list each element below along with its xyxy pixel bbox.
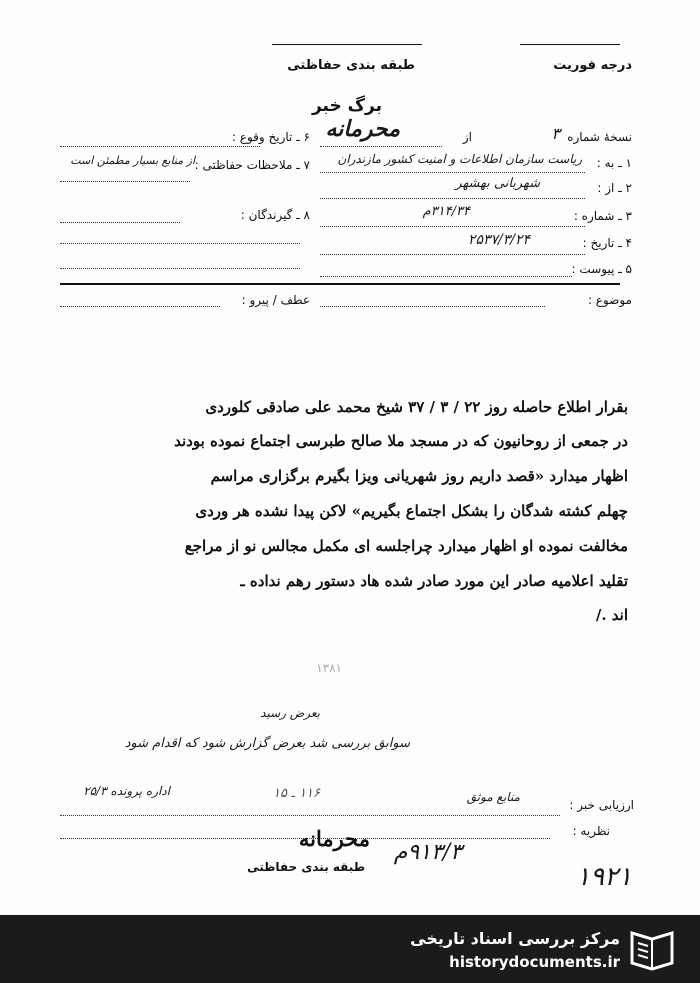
document-title: برگ خبر [311,96,382,116]
bottom-classification: طبقه بندی حفاظتی [247,860,365,874]
event-date-label: ۶ ـ تاریخ وقوع : [231,130,310,144]
number-label: ۳ ـ شماره : [573,209,632,223]
footer-website[interactable]: historydocuments.ir [449,953,620,971]
protection-notes-label: ۷ ـ ملاحظات حفاظتی : [194,158,310,172]
subject-label: موضوع : [587,293,632,307]
body-line-7: اند ./ [595,606,628,624]
annotation-note-2: سوابق بررسی شد بعرض گزارش شود که اقدام شود [124,736,410,751]
notes-line [60,181,190,182]
evaluation-line [60,815,560,816]
opinion-label: نظریه : [572,824,610,838]
date-value: ۲۵۳۷/۳/۲۴ [467,232,530,248]
recipients-line-3 [60,268,300,269]
copy-number-label: نسخهٔ شماره [567,130,632,144]
page-number: ۱۹۲۱ [576,862,632,892]
to-line [320,172,585,173]
number-line [320,226,585,227]
reference-label: عطف / پیرو : [241,293,310,307]
body-line-6: تقلید اعلامیه صادر این مورد صادر شده هاد دستور رهم نداده ـ [240,572,628,590]
classification-label: طبقه بندی حفاظتی [287,58,415,73]
recipients-line-1 [60,222,180,223]
number-value: ۳۱۴/۳۴م [422,204,470,219]
date-line [320,254,585,255]
from-label: ۲ ـ از : [597,181,632,195]
from-line [320,198,585,199]
classification-rule [272,44,422,45]
news-evaluation-value: منابع موثق [466,790,520,804]
bottom-handwritten-number: ۹۱۳/۳م [393,840,462,865]
from-value: شهربانی بهشهر [455,176,540,191]
body-line-2: در جمعی از روحانیون که در مسجد ملا صالح طبرسی اجتماع نموده بودند [174,432,628,450]
faint-stamp: ۱۳۸۱ [316,661,342,675]
copy-from-line [320,146,442,147]
body-line-5: مخالفت نموده او اظهار میدارد چراجلسه ای مکمل مجالس نو از مراجع [184,537,628,555]
bottom-stamp: محرمانه [298,826,370,851]
body-line-3: اظهار میدارد «قصد داریم روز شهریانی ویزا بگیرم برگزاری مراسم [210,467,628,485]
attachment-label: ۵ ـ پیوست : [571,262,632,276]
attachment-line [320,276,572,277]
copy-number-value: ۳ [551,124,560,143]
recipients-label: ۸ ـ گیرندگان : [240,208,310,222]
protection-notes-value: از منابع بسیار مطمئن است [70,154,195,167]
annotation-note-1: بعرض رسید [260,706,320,720]
news-evaluation-label: ارزیابی خبر : [569,798,634,812]
event-date-line [60,146,260,147]
footer-org-name: مرکز بررسی اسناد تاریخی [410,929,620,948]
reference-line [60,306,220,307]
subject-line [320,306,545,307]
recipients-line-2 [60,243,300,244]
annotation-note-3: اداره پرونده ۲۵/۳ [83,784,170,798]
book-logo-icon [626,925,678,973]
date-label: ۴ ـ تاریخ : [582,236,632,250]
header-divider [60,283,620,285]
priority-label: درجه فوریت [553,58,632,73]
annotation-ref: ۱۱۶ ـ ۱۵ [273,786,320,801]
body-line-1: بقرار اطلاع حاصله روز ۲۲ / ۳ / ۳۷ شیخ محمد علی صادقی کلوردی [205,398,628,416]
footer-watermark [0,915,700,983]
handwritten-stamp: محرمانه [325,116,400,142]
body-line-4: چهلم کشته شدگان را بشکل اجتماع بگیریم» لاکن پیدا نشده هر وردی [195,502,628,520]
priority-rule [520,44,620,45]
to-value: ریاست سازمان اطلاعات و امنیت کشور مازندران [337,152,582,166]
copy-from-label: از [462,130,472,144]
to-label: ۱ ـ به : [596,156,632,170]
